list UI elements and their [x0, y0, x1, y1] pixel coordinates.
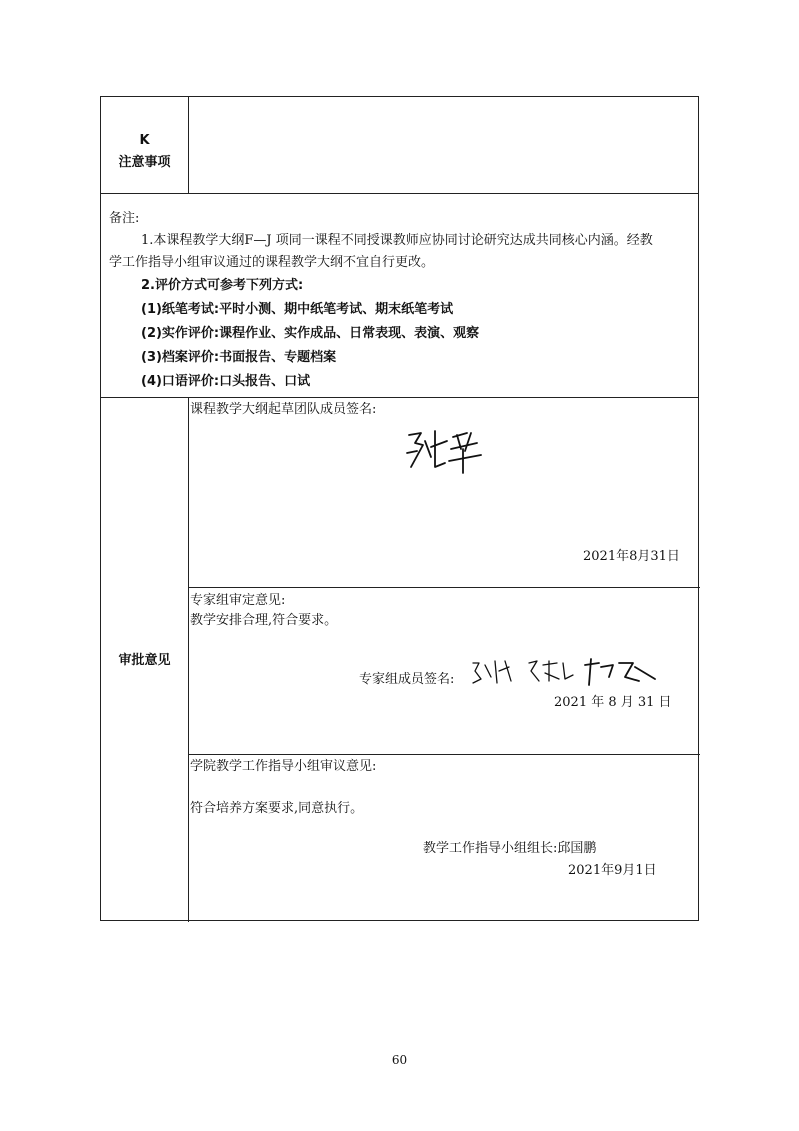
col-divider-approval: [188, 397, 189, 922]
college-opinion: 符合培养方案要求,同意执行。: [190, 801, 364, 816]
row-divider-drafting: [188, 587, 700, 588]
drafting-title: 课程教学大纲起草团队成员签名:: [190, 402, 377, 417]
method-4: (4)口语评价:口头报告、口试: [141, 374, 311, 389]
expert-signatures-image: [469, 657, 659, 687]
col-divider-top: [188, 97, 189, 193]
method-1: (1)纸笔考试:平时小测、期中纸笔考试、期末纸笔考试: [141, 302, 454, 317]
expert-title: 专家组审定意见:: [190, 593, 286, 608]
approval-form-table: [100, 96, 699, 921]
notes-line-1: 1.本课程教学大纲F—J 项同一课程不同授课教师应协同讨论研究达成共同核心内涵。经教: [141, 233, 653, 248]
method-3: (3)档案评价:书面报告、专题档案: [141, 350, 337, 365]
approval-label: 审批意见: [118, 653, 171, 668]
drafting-signature-image: [401, 427, 491, 477]
drafting-date: 2021年8月31日: [583, 549, 680, 564]
notes-heading: 备注:: [109, 211, 140, 226]
expert-date: 2021 年 8 月 31 日: [554, 695, 672, 710]
method-2: (2)实作评价:课程作业、实作成品、日常表现、表演、观察: [141, 326, 480, 341]
section-code: K: [139, 133, 150, 148]
college-title: 学院教学工作指导小组审议意见:: [190, 759, 377, 774]
row-divider-top: [101, 193, 698, 194]
college-date: 2021年9月1日: [568, 863, 657, 878]
college-leader: 教学工作指导小组组长:邱国鹏: [423, 841, 597, 856]
expert-sign-label: 专家组成员签名:: [359, 672, 455, 687]
row-divider-notes: [101, 397, 698, 398]
expert-opinion: 教学安排合理,符合要求。: [190, 613, 338, 628]
page-number: 60: [391, 1053, 408, 1067]
section-label: 注意事项: [118, 155, 171, 170]
notes-line-2: 学工作指导小组审议通过的课程教学大纲不宜自行更改。: [109, 255, 435, 270]
row-divider-expert: [188, 754, 700, 755]
notes-line-3: 2.评价方式可参考下列方式:: [141, 278, 304, 293]
